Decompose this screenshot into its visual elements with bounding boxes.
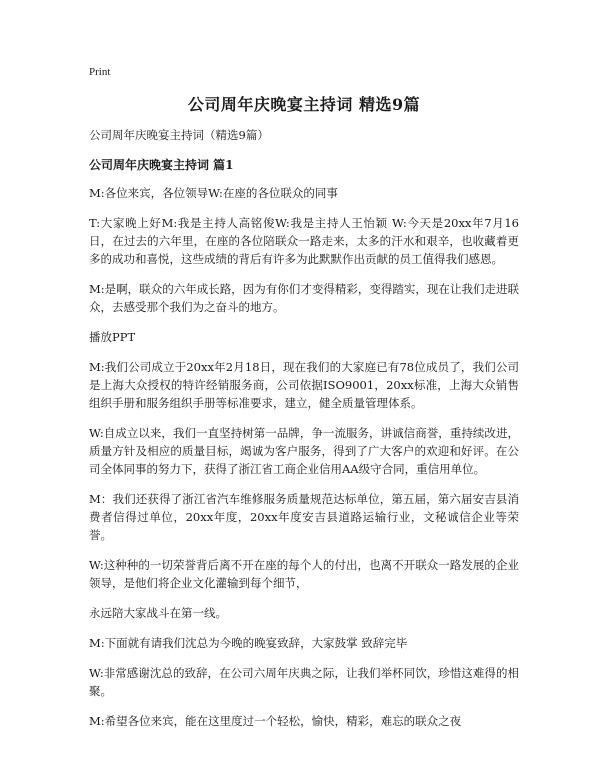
- document-page: [89, 66, 519, 742]
- paragraph: M:各位来宾，各位领导W:在座的各位联众的同事: [89, 186, 338, 200]
- document-title: 公司周年庆晚宴主持词 精选9篇: [187, 95, 421, 114]
- paragraph: 播放PPT: [89, 330, 136, 344]
- paragraph: 永远陪大家战斗在第一线。: [89, 606, 227, 620]
- print-label: Print: [89, 66, 111, 78]
- paragraph: M:下面就有请我们沈总为今晚的晚宴致辞，大家鼓掌 致辞完毕: [89, 636, 408, 650]
- paragraph: M：我们还获得了浙江省汽车维修服务质量规范达标单位，第五届，第六届安吉县消费者信得过单位，20xx年度，20xx年度安吉县道路运输行业，文秘诚信企业等荣誉。: [89, 492, 519, 542]
- paragraph: M:是啊，联众的六年成长路，因为有你们才变得精彩，变得踏实，现在让我们走进联众，去感受那个我们为之奋斗的地方。: [89, 282, 519, 314]
- paragraph: W:自成立以来，我们一直坚持树第一品牌，争一流服务，讲诚信商誉，重持续改进，质量方针及相应的质量目标，竭诚为客户服务，得到了广大客户的欢迎和好评。在公司全体同事的努力下，获得了浙江省工商企业信用AA级守合同，重信用单位。: [89, 426, 519, 476]
- paragraph: M:希望各位来宾，能在这里度过一个轻松，愉快，精彩，难忘的联众之夜: [89, 714, 462, 728]
- section-heading: 公司周年庆晚宴主持词 篇1: [89, 158, 234, 172]
- document-subtitle: 公司周年庆晚宴主持词（精选9篇）: [89, 128, 269, 142]
- paragraph: W:非常感谢沈总的致辞，在公司六周年庆典之际，让我们举杯同饮，珍惜这难得的相聚。: [89, 666, 519, 698]
- paragraph: T:大家晚上好M:我是主持人高铭俊W:我是主持人王怡颖 W:今天是20xx年7月16日，在过去的六年里，在座的各位陪联众一路走来，太多的汗水和艰辛，也收藏着更多的成功和喜悦，这些成绩的背后有许多为此默默作出贡献的员工值得我们感恩。: [89, 216, 519, 266]
- paragraph: W:这种种的一切荣誉背后离不开在座的每个人的付出，也离不开联众一路发展的企业领导，是他们将企业文化灌输到每个细节，: [89, 558, 519, 590]
- paragraph: M:我们公司成立于20xx年2月18日，现在我们的大家庭已有78位成员了，我们公司是上海大众授权的特许经销服务商，公司依据ISO9001，20xx标准，上海大众销售组织手册和服务组织手册等标准要求，建立，健全质量管理体系。: [89, 360, 519, 410]
